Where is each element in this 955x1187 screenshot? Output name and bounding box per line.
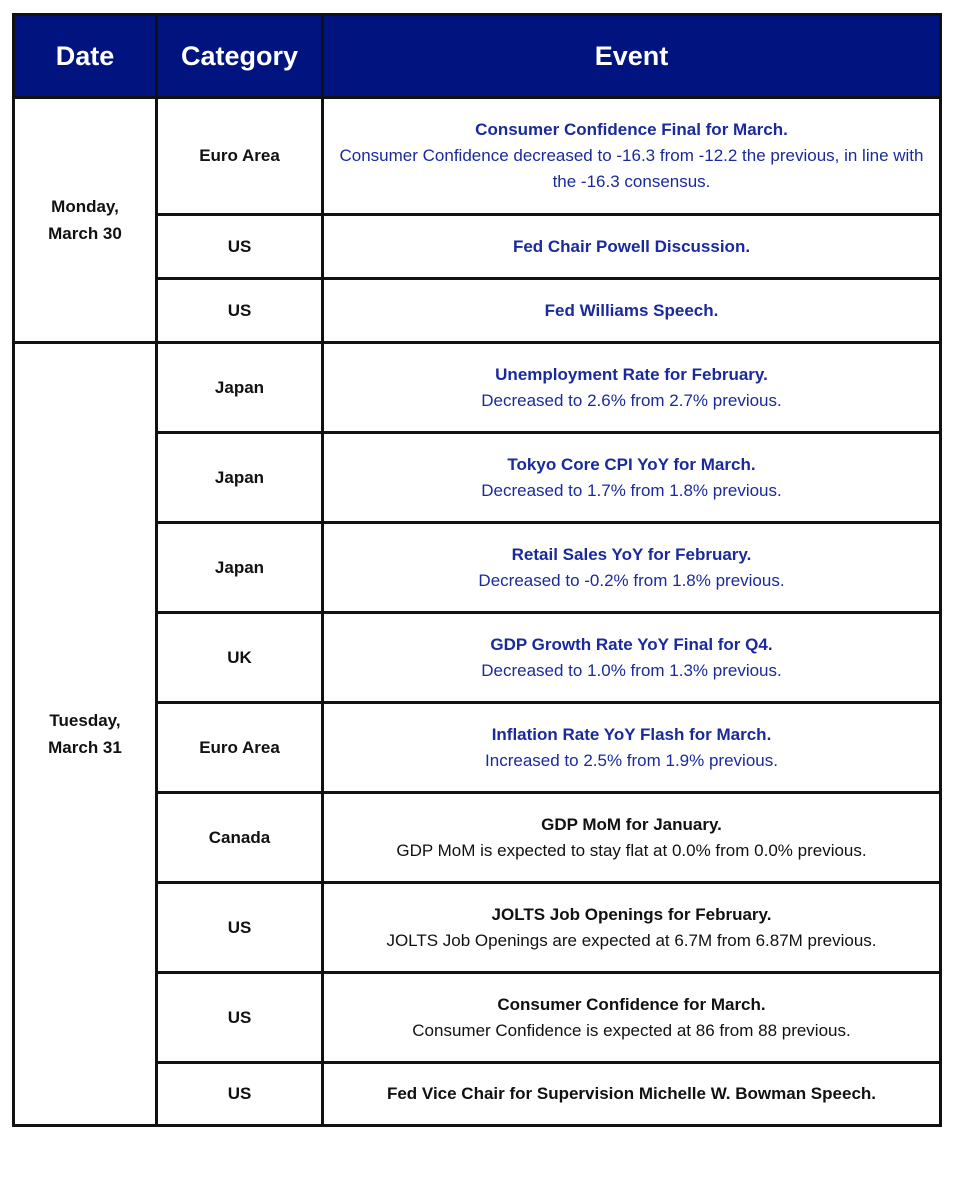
event-title: Fed Chair Powell Discussion. <box>512 236 751 256</box>
event-title: Retail Sales YoY for February. <box>511 544 752 564</box>
category-cell: Japan <box>157 433 323 523</box>
event-title: Consumer Confidence for March. <box>497 994 766 1014</box>
event-detail: Increased to 2.5% from 1.9% previous. <box>485 750 778 770</box>
table-header-row <box>14 15 941 98</box>
category-cell: Japan <box>157 523 323 613</box>
category-column-header: Category <box>157 15 323 98</box>
event-title: GDP MoM for January. <box>541 814 722 834</box>
event-cell <box>323 98 941 215</box>
event-title: Fed Vice Chair for Supervision Michelle W. Bowman Speech. <box>386 1084 877 1103</box>
economic-calendar-table <box>12 13 942 1127</box>
event-detail: Decreased to 1.7% from 1.8% previous. <box>481 480 782 500</box>
date-day: March 30 <box>48 224 122 243</box>
event-cell <box>323 883 941 973</box>
table-row <box>14 98 941 215</box>
event-column-header: Event <box>323 15 941 98</box>
event-cell <box>323 793 941 883</box>
date-column-header: Date <box>14 15 157 98</box>
category-cell: US <box>157 1063 323 1126</box>
date-weekday: Monday, <box>51 197 119 216</box>
table-row <box>14 343 941 433</box>
category-cell: Euro Area <box>157 98 323 215</box>
event-cell <box>323 703 941 793</box>
category-cell: US <box>157 279 323 343</box>
event-title: Unemployment Rate for February. <box>495 364 768 384</box>
category-cell: Canada <box>157 793 323 883</box>
event-detail: Decreased to -0.2% from 1.8% previous. <box>478 570 785 590</box>
date-cell <box>14 343 157 1126</box>
date-cell <box>14 98 157 343</box>
event-cell <box>323 523 941 613</box>
date-day: March 31 <box>48 738 122 757</box>
category-cell: US <box>157 973 323 1063</box>
event-detail: Decreased to 1.0% from 1.3% previous. <box>481 660 782 680</box>
event-cell <box>323 343 941 433</box>
event-title: Fed Williams Speech. <box>544 300 719 320</box>
category-cell: Euro Area <box>157 703 323 793</box>
event-detail: Decreased to 2.6% from 2.7% previous. <box>481 390 782 410</box>
event-cell <box>323 279 941 343</box>
event-title: Consumer Confidence Final for March. <box>475 120 788 139</box>
event-detail: Consumer Confidence decreased to -16.3 from -12.2 the previous, in line with the -16.3 consensus. <box>339 146 924 191</box>
event-cell <box>323 973 941 1063</box>
event-title: GDP Growth Rate YoY Final for Q4. <box>490 634 773 654</box>
event-title: Tokyo Core CPI YoY for March. <box>507 454 756 474</box>
event-cell <box>323 613 941 703</box>
event-detail: JOLTS Job Openings are expected at 6.7M from 6.87M previous. <box>386 930 877 950</box>
event-title: Inflation Rate YoY Flash for March. <box>491 724 772 744</box>
category-cell: US <box>157 883 323 973</box>
event-cell <box>323 215 941 279</box>
event-title: JOLTS Job Openings for February. <box>491 904 772 924</box>
category-cell: Japan <box>157 343 323 433</box>
event-cell <box>323 433 941 523</box>
event-detail: Consumer Confidence is expected at 86 from 88 previous. <box>412 1020 851 1040</box>
date-weekday: Tuesday, <box>49 711 121 730</box>
category-cell: UK <box>157 613 323 703</box>
category-cell: US <box>157 215 323 279</box>
event-cell <box>323 1063 941 1126</box>
event-detail: GDP MoM is expected to stay flat at 0.0% from 0.0% previous. <box>396 840 867 860</box>
